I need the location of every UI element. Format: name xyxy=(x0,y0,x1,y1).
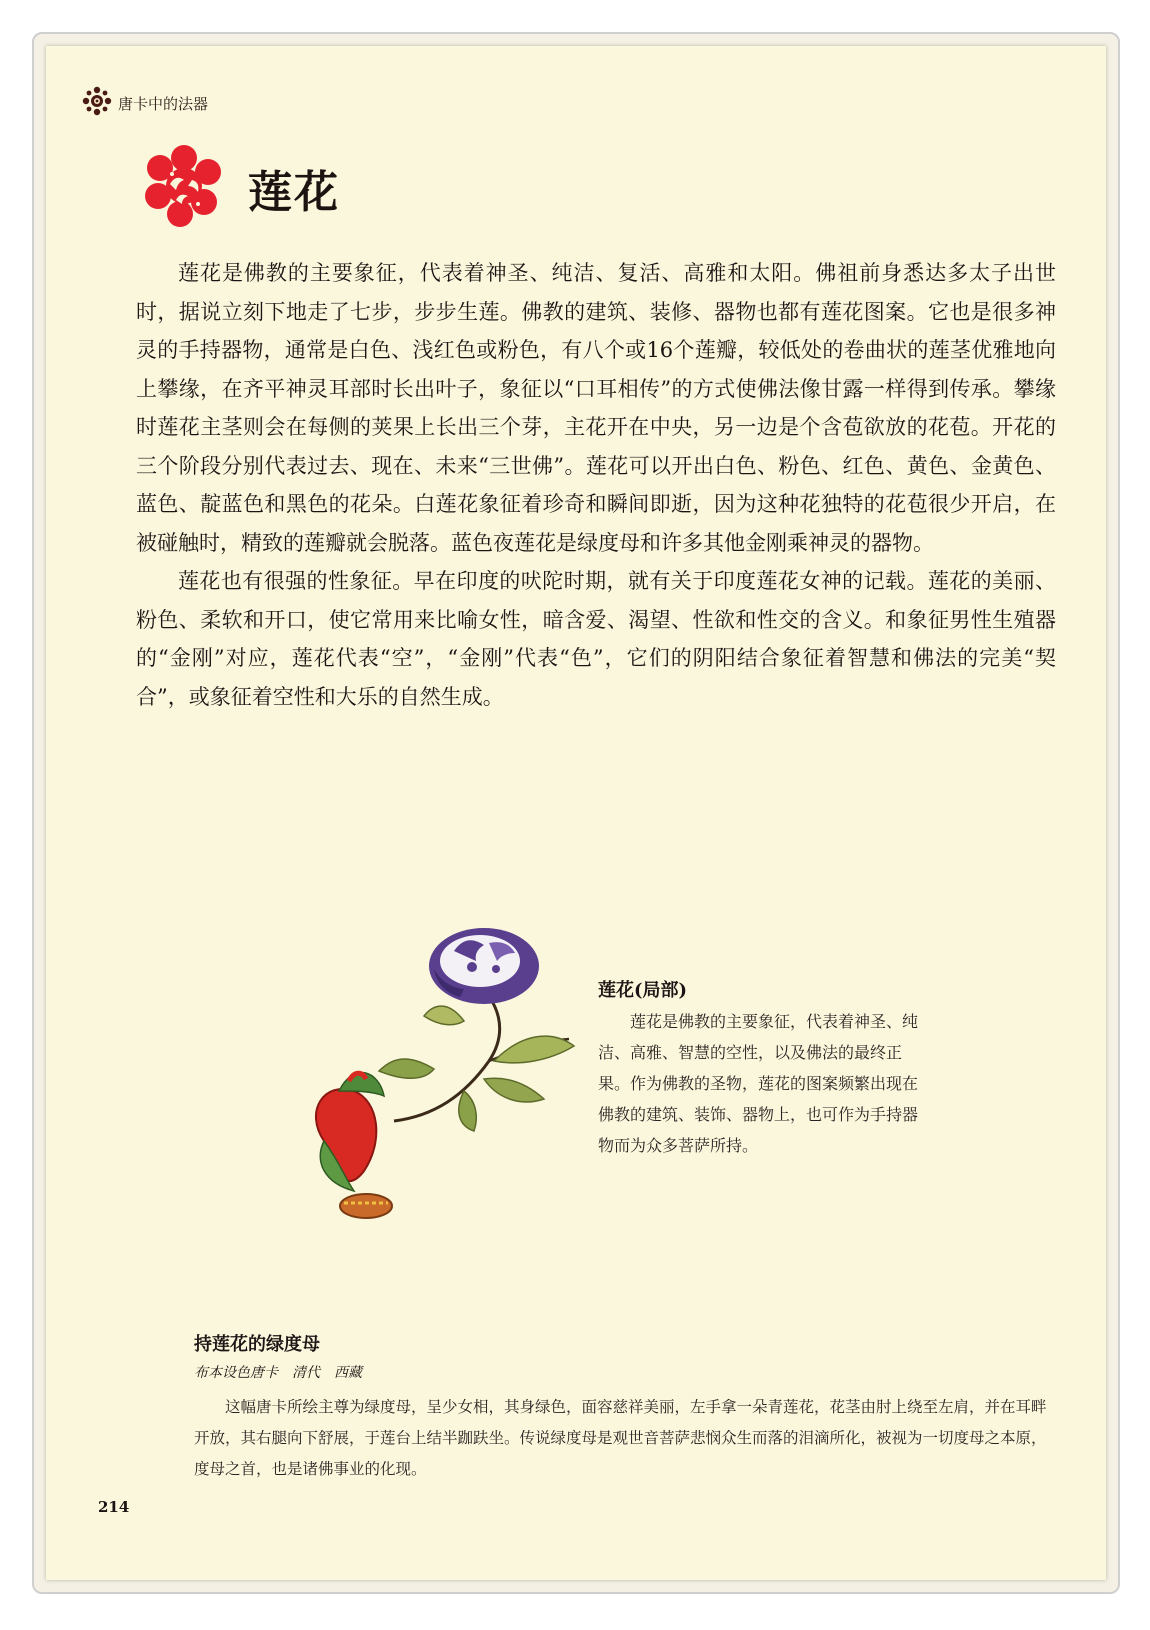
paragraph-2: 莲花也有很强的性象征。早在印度的吠陀时期，就有关于印度莲花女神的记载。莲花的美丽、粉色、柔软和开口，使它常用来比喻女性，暗含爱、渴望、性欲和性交的含义。和象征男性生殖器的“金刚”对应，莲花代表“空”，“金刚”代表“色”，它们的阴阳结合象征着智慧和佛法的完美“契合”，或象征着空性和大乐的自然生成。 xyxy=(136,569,1056,709)
paragraph-1: 莲花是佛教的主要象征，代表着神圣、纯洁、复活、高雅和太阳。佛祖前身悉达多太子出世时，据说立刻下地走了七步，步步生莲。佛教的建筑、装修、器物也都有莲花图案。它也是很多神灵的手持器物，通常是白色、浅红色或粉色，有八个或16个莲瓣，较低处的卷曲状的莲茎优雅地向上攀缘，在齐平神灵耳部时长出叶子，象征以“口耳相传”的方式使佛法像甘露一样得到传承。攀缘时莲花主茎则会在每侧的荚果上长出三个芽，主花开在中央，另一边是个含苞欲放的花苞。开花的三个阶段分别代表过去、现在、未来“三世佛”。莲花可以开出白色、粉色、红色、黄色、金黄色、蓝色、靛蓝色和黑色的花朵。白莲花象征着珍奇和瞬间即逝，因为这种花独特的花苞很少开启，在被碰触时，精致的莲瓣就会脱落。蓝色夜莲花是绿度母和许多其他金刚乘神灵的器物。 xyxy=(136,261,1056,555)
red-lotus-icon xyxy=(142,144,226,232)
running-header xyxy=(82,86,208,120)
tara-caption xyxy=(194,1330,1054,1485)
main-text xyxy=(136,254,1056,716)
lotus-caption xyxy=(598,976,928,1161)
dharma-wheel-icon xyxy=(82,86,112,120)
tara-caption-subtitle: 布本设色唐卡 清代 西藏 xyxy=(194,1365,362,1381)
lotus-caption-title: 莲花(局部) xyxy=(598,980,688,1001)
lotus-branch-illustration xyxy=(284,921,584,1235)
tara-caption-text: 这幅唐卡所绘主尊为绿度母，呈少女相，其身绿色，面容慈祥美丽，左手拿一朵青莲花，花茎由肘上绕至左肩，并在耳畔开放，其右腿向下舒展，于莲台上结半跏趺坐。传说绿度母是观世音菩萨悲悯众生而落的泪滴所化，被视为一切度母之本原，度母之首，也是诸佛事业的化现。 xyxy=(194,1398,1047,1478)
section-title: 莲花 xyxy=(248,167,340,218)
header-title: 唐卡中的法器 xyxy=(118,94,209,113)
section-heading xyxy=(142,144,340,232)
lotus-caption-text: 莲花是佛教的主要象征，代表着神圣、纯洁、高雅、智慧的空性，以及佛法的最终正果。作为佛教的圣物，莲花的图案频繁出现在佛教的建筑、装饰、器物上，也可作为手持器物而为众多菩萨所持。 xyxy=(598,1012,919,1155)
tara-caption-title: 持莲花的绿度母 xyxy=(194,1334,320,1355)
book-page xyxy=(46,46,1106,1580)
page-number: 214 xyxy=(98,1498,130,1516)
